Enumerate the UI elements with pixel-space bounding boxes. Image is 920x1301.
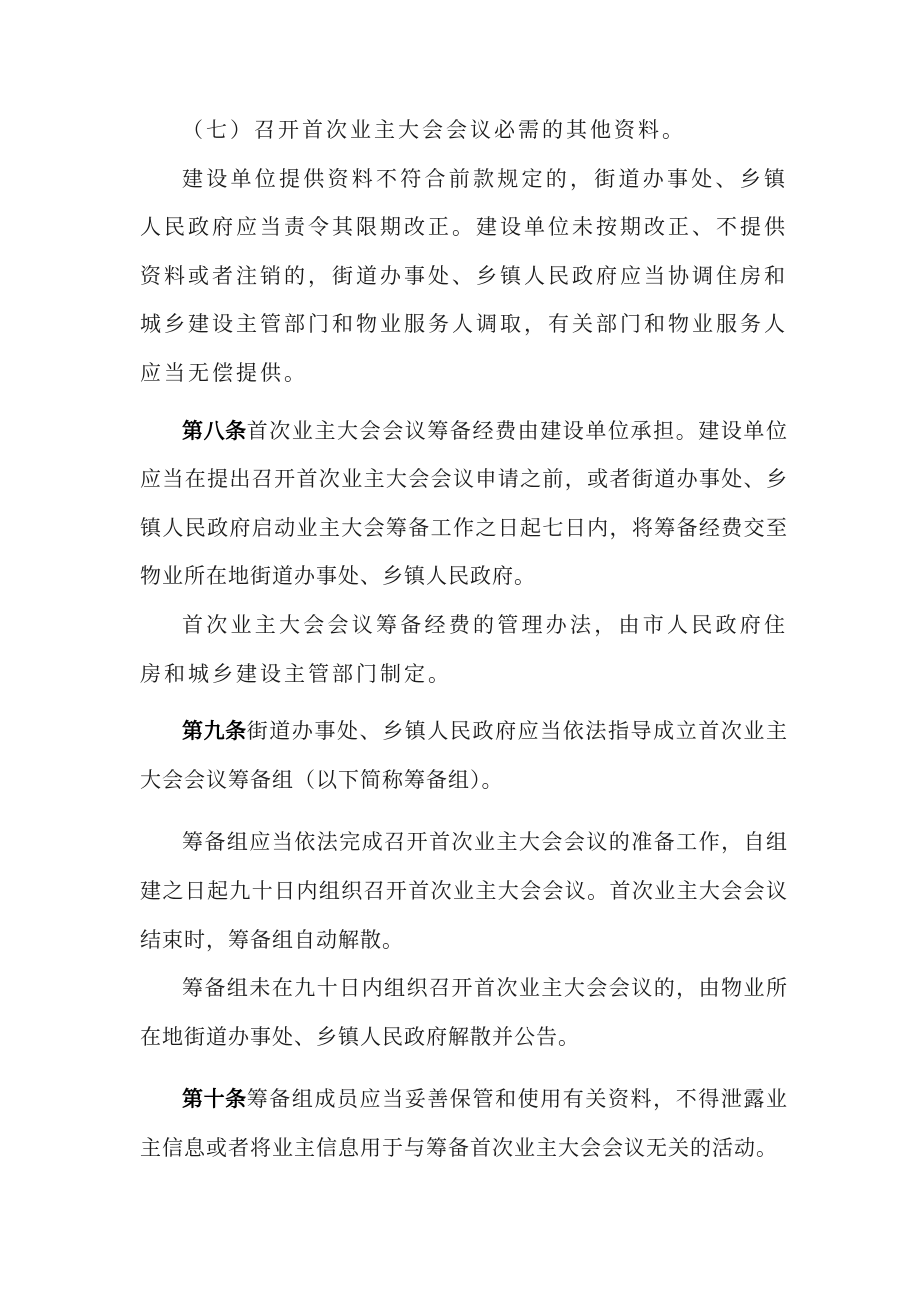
paragraph-text: 筹备组应当依法完成召开首次业主大会会议的准备工作，自组建之日起九十日内组织召开首次业主大会会议。首次业主大会会议结束时，筹备组自动解散。 <box>140 830 788 952</box>
paragraph-dissolution <box>140 964 788 1061</box>
article-8 <box>140 407 788 601</box>
paragraph-text: 建设单位提供资料不符合前款规定的，街道办事处、乡镇人民政府应当责令其限期改正。建设单位未按期改正、不提供资料或者注销的，街道办事处、乡镇人民政府应当协调住房和城乡建设主管部门和物业服务人调取，有关部门和物业服务人应当无偿提供。 <box>140 166 788 385</box>
article-number: 第八条 <box>182 418 247 443</box>
document-body <box>140 106 788 1172</box>
paragraph-funding-rules <box>140 601 788 698</box>
paragraph-item-7 <box>140 106 788 155</box>
paragraph-text: 筹备组未在九十日内组织召开首次业主大会会议的，由物业所在地街道办事处、乡镇人民政府解散并公告。 <box>140 976 788 1049</box>
article-9 <box>140 707 788 804</box>
article-text: 筹备组成员应当妥善保管和使用有关资料，不得泄露业主信息或者将业主信息用于与筹备首次业主大会会议无关的活动。 <box>140 1087 789 1160</box>
article-text: 首次业主大会会议筹备经费由建设单位承担。建设单位应当在提出召开首次业主大会会议申请之前，或者街道办事处、乡镇人民政府启动业主大会筹备工作之日起七日内，将筹备经费交至物业所在地街道办事处、乡镇人民政府。 <box>140 418 789 589</box>
article-number: 第十条 <box>182 1087 247 1112</box>
paragraph-rectification <box>140 155 788 398</box>
paragraph-preparatory-work <box>140 818 788 964</box>
article-text: 街道办事处、乡镇人民政府应当依法指导成立首次业主大会会议筹备组（以下简称筹备组）。 <box>140 719 789 792</box>
article-10 <box>140 1075 788 1172</box>
paragraph-text: 首次业主大会会议筹备经费的管理办法，由市人民政府住房和城乡建设主管部门制定。 <box>140 612 788 686</box>
paragraph-text: （七）召开首次业主大会会议必需的其他资料。 <box>182 118 686 142</box>
article-number: 第九条 <box>182 719 247 744</box>
